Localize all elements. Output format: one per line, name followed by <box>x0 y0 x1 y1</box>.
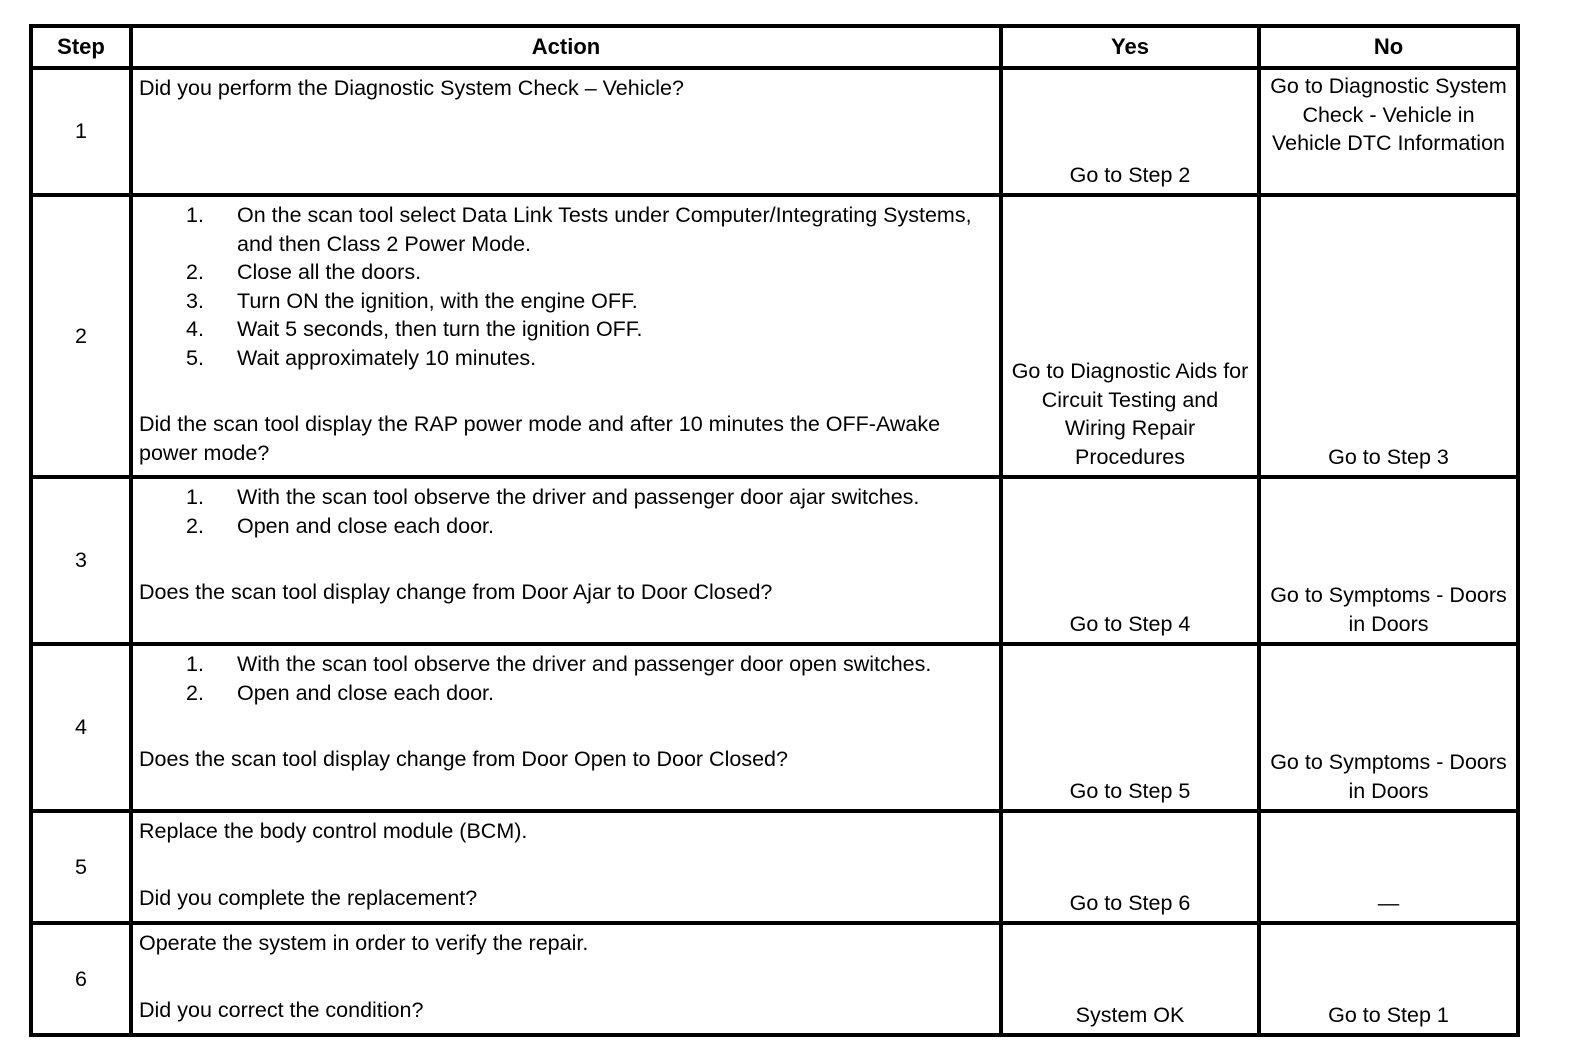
list-item-number: 2. <box>186 680 204 705</box>
no-cell: Go to Diagnostic System Check - Vehicle in Vehicle DTC Information <box>1259 68 1518 195</box>
list-item-number: 1. <box>186 485 204 509</box>
list-item-text: Turn ON the ignition, with the engine OFF. <box>237 288 638 313</box>
list-item <box>139 650 991 679</box>
action-question: Did you correct the condition? <box>139 997 424 1022</box>
list-item-number: 2. <box>186 513 204 538</box>
list-item-number: 3. <box>186 288 204 313</box>
diagnostic-table <box>29 24 1520 1037</box>
list-item <box>139 512 991 541</box>
header-yes: Yes <box>1001 26 1259 68</box>
action-list <box>139 483 991 540</box>
action-text: Did you perform the Diagnostic System Check – Vehicle? <box>139 76 684 100</box>
table-row <box>31 68 1518 195</box>
step-number: 6 <box>31 923 131 1035</box>
step-number: 2 <box>31 195 131 477</box>
action-question: Did you complete the replacement? <box>139 885 478 910</box>
action-question: Did the scan tool display the RAP power mode and after 10 minutes the OFF-Awake power mode? <box>139 412 941 465</box>
list-item-text: With the scan tool observe the driver and passenger door ajar switches. <box>237 485 920 509</box>
list-item-text: Open and close each door. <box>237 513 494 538</box>
list-item-text: With the scan tool observe the driver and passenger door open switches. <box>237 652 932 676</box>
action-cell <box>131 644 1001 811</box>
action-text: Operate the system in order to verify the repair. <box>139 931 589 955</box>
header-no: No <box>1259 26 1518 68</box>
action-question: Does the scan tool display change from Door Open to Door Closed? <box>139 747 788 771</box>
action-cell <box>131 923 1001 1035</box>
action-question: Does the scan tool display change from Door Ajar to Door Closed? <box>139 580 773 604</box>
action-cell <box>131 477 1001 644</box>
list-item <box>139 258 991 287</box>
list-item-text: Open and close each door. <box>237 680 494 705</box>
no-cell: — <box>1259 811 1518 923</box>
step-number: 1 <box>31 68 131 195</box>
step-number: 4 <box>31 644 131 811</box>
yes-cell: Go to Step 5 <box>1001 644 1259 811</box>
step-number: 3 <box>31 477 131 644</box>
action-cell <box>131 811 1001 923</box>
list-item <box>139 679 991 708</box>
yes-cell: System OK <box>1001 923 1259 1035</box>
list-item <box>139 201 991 258</box>
table-row <box>31 644 1518 811</box>
list-item-number: 1. <box>186 652 204 676</box>
yes-cell: Go to Step 6 <box>1001 811 1259 923</box>
action-list <box>139 650 991 707</box>
table-row <box>31 923 1518 1035</box>
list-item-number: 1. <box>186 203 204 227</box>
list-item-number: 5. <box>186 345 204 370</box>
no-cell: Go to Step 1 <box>1259 923 1518 1035</box>
table-row <box>31 195 1518 477</box>
table-row <box>31 811 1518 923</box>
yes-cell: Go to Step 2 <box>1001 68 1259 195</box>
list-item-text: Close all the doors. <box>237 260 422 284</box>
list-item-text: Wait approximately 10 minutes. <box>237 345 537 370</box>
yes-cell: Go to Diagnostic Aids for Circuit Testing and Wiring Repair Procedures <box>1001 195 1259 477</box>
no-cell: Go to Symptoms - Doors in Doors <box>1259 477 1518 644</box>
list-item <box>139 344 991 373</box>
list-item-text: Wait 5 seconds, then turn the ignition OFF. <box>237 317 643 341</box>
header-step: Step <box>31 26 131 68</box>
list-item-number: 2. <box>186 260 204 284</box>
list-item <box>139 287 991 316</box>
no-cell: Go to Step 3 <box>1259 195 1518 477</box>
step-number: 5 <box>31 811 131 923</box>
table-row <box>31 477 1518 644</box>
yes-cell: Go to Step 4 <box>1001 477 1259 644</box>
action-text: Replace the body control module (BCM). <box>139 819 528 843</box>
action-cell <box>131 195 1001 477</box>
list-item-number: 4. <box>186 317 204 341</box>
no-cell: Go to Symptoms - Doors in Doors <box>1259 644 1518 811</box>
action-cell <box>131 68 1001 195</box>
list-item-text: On the scan tool select Data Link Tests under Computer/Integrating Systems, and then Class 2 Power Mode. <box>237 203 972 256</box>
list-item <box>139 483 991 512</box>
action-list <box>139 201 991 372</box>
header-action: Action <box>131 26 1001 68</box>
list-item <box>139 315 991 344</box>
header-row <box>31 26 1518 68</box>
